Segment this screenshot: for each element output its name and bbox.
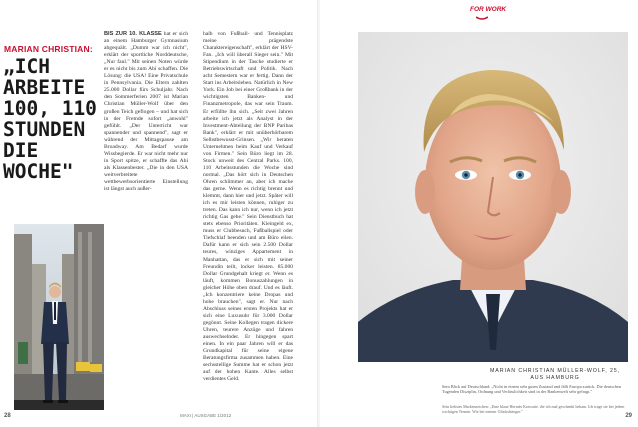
- portrait-photo: [358, 32, 628, 362]
- caption-person: MARIAN CHRISTIAN MÜLLER-WOLF, 25,: [489, 368, 621, 374]
- headline-line: 100, 110: [3, 97, 97, 120]
- body-column-1: [104, 31, 188, 193]
- headline-line: „ICH: [3, 55, 50, 78]
- body-column-2: halb von Fußball- und Tennisplatz meine prägendste Charaktereigenschaft", erklärt der HSV-Fan. „Ich will überall Sieger sein." Mit Stipendium in der Tasche studierte er Betriebswirtschaft und Politik. Nach acht Semestern war er fertig. Dann der Start ins Arbeitsleben. Natürlich in New York. Ein Job bei einer Großbank in der wichtigsten Banken- und Finanzmetropole, das war sein Traum. Er erfüllte ihn sich. „Seit zwei Jahren arbeite ich jetzt als Analyst in der Investment-Abteilung der BNP Paribas Bank", erklärt er mit unüberhörbarem Selbstbewusst-Grinsen. „Wir beraten Unternehmen beim Kauf und Verkauf von Firmen." Sein Büro liegt im 28. Stock unweit des Central Parks. 100, 110 Arbeitsstunden die Woche sind normal. „Das hört sich in Deutschen Ohren schlimmer an, aber ich mache das gerne. Wenn es richtig brennt und klemmt, dann hier und jetzt. Später will ich es mir leisten können, ruhiger zu treten. Das kann ich nur, wenn ich jetzt richtig Gas gebe." Sein Dienstbuch hat stets ebenso Prioritäten. Kleingeld ex, muss er Clubbesuch, Fußballspiel oder Tiefschlaf beenden und am Büro eilen. Dafür kann er sich sein 2.500 Dollar teures, winziges Appartement in Manhattan, das er sich mit seiner Freundin teilt, locker leisten. 85.000 Dollar Grundgehalt kriegt er. Wenn es läuft, kommen Bonuszahlungen in gleicher Höhe oben drauf. Und es läuft. „Ich konzentriere keine Dropas und hohe brauchen", sagt er. Nur nach Abschluss seines ersten Projekts hat er sich eine Luxusuhr für 3.000 Dollar gegönnt. Seine Kollegen tragen dickere Uhren, teurere Anzüge und fahren auswechselnder. Er hingegen spart einen. In ein paar Jahren will er das Grundkapital für seine eigene Beratungsfirma zusammen haben. Eine sechsstellige Summe hat er schon jetzt auf der hohen Kante. Alles selbst verdientes Geld.: [203, 31, 293, 383]
- caption-name: [480, 368, 630, 382]
- section-swoosh-icon: [476, 16, 488, 20]
- headline-line: STUNDEN: [3, 118, 86, 141]
- headline-line: WOCHE": [3, 160, 74, 183]
- lead-in: BIS ZUR 10. KLASSE: [104, 31, 162, 37]
- page-number-left: 28: [4, 413, 11, 419]
- left-page: [0, 0, 318, 427]
- article-headline: [3, 56, 99, 182]
- caption-note: Sein liebstes Markenzeichen: „Eine blaue Hermès Krawatte, die ich mal geschenkt bekam. Ich trage sie bei jedem wichtigen Termin. Wie bei meiner Glücksbringer.": [442, 404, 625, 414]
- magazine-footer: MAXI | AUSGABE 1/2012: [180, 413, 232, 418]
- headline-line: DIE: [3, 139, 39, 162]
- caption-origin: AUS HAMBURG: [530, 375, 580, 381]
- right-page: [320, 0, 638, 427]
- caption-text: Sein Blick auf Deutschland: „Nicht in einem sehr guten Zustand und fällt Europa zurück. Die deutschen Tugenden Disziplin, Ordnung und Verlässlichkeit sind in der Bankenwelt sehr gefragt.": [442, 384, 621, 395]
- article-kicker: MARIAN CHRISTIAN:: [4, 44, 93, 54]
- street-photo: [14, 224, 104, 410]
- page-number-right: 29: [625, 413, 632, 419]
- body-text: hat er sich an einem Hamburger Gymnasium abgequält. „Dumm war ich nicht", erklärt der sportliche Norddeutsche, „Nur faul." Mit seinen Noten würde er es nicht bis zum Abi schaffen. Die Lösung: die USA! Eine Privatschule in Pennsylvania. Die Eltern zahlten 25.000 Dollar fürs Schuljahr. Nach den Sommerferien 2007 ist Marian Christian Müller-Wolf über den großen Teich geflogen – und hat sich in der Fremde sofort „anwohl" gefühlt. „Der Unterricht war spannender und spannend", sagt er während der Mittagspause am Broadway. Am Bedarf wurde Wissbegierde. Er war nicht mehr nur in Sport spitze, er schaffte das Abi als Klassenbester. „Die in den USA weitverbreitete wettbewerbsorientierte Einstellung ist längst auch außer-: [104, 31, 188, 193]
- section-tag: FOR WORK: [470, 6, 507, 13]
- headline-line: ARBEITE: [3, 76, 86, 99]
